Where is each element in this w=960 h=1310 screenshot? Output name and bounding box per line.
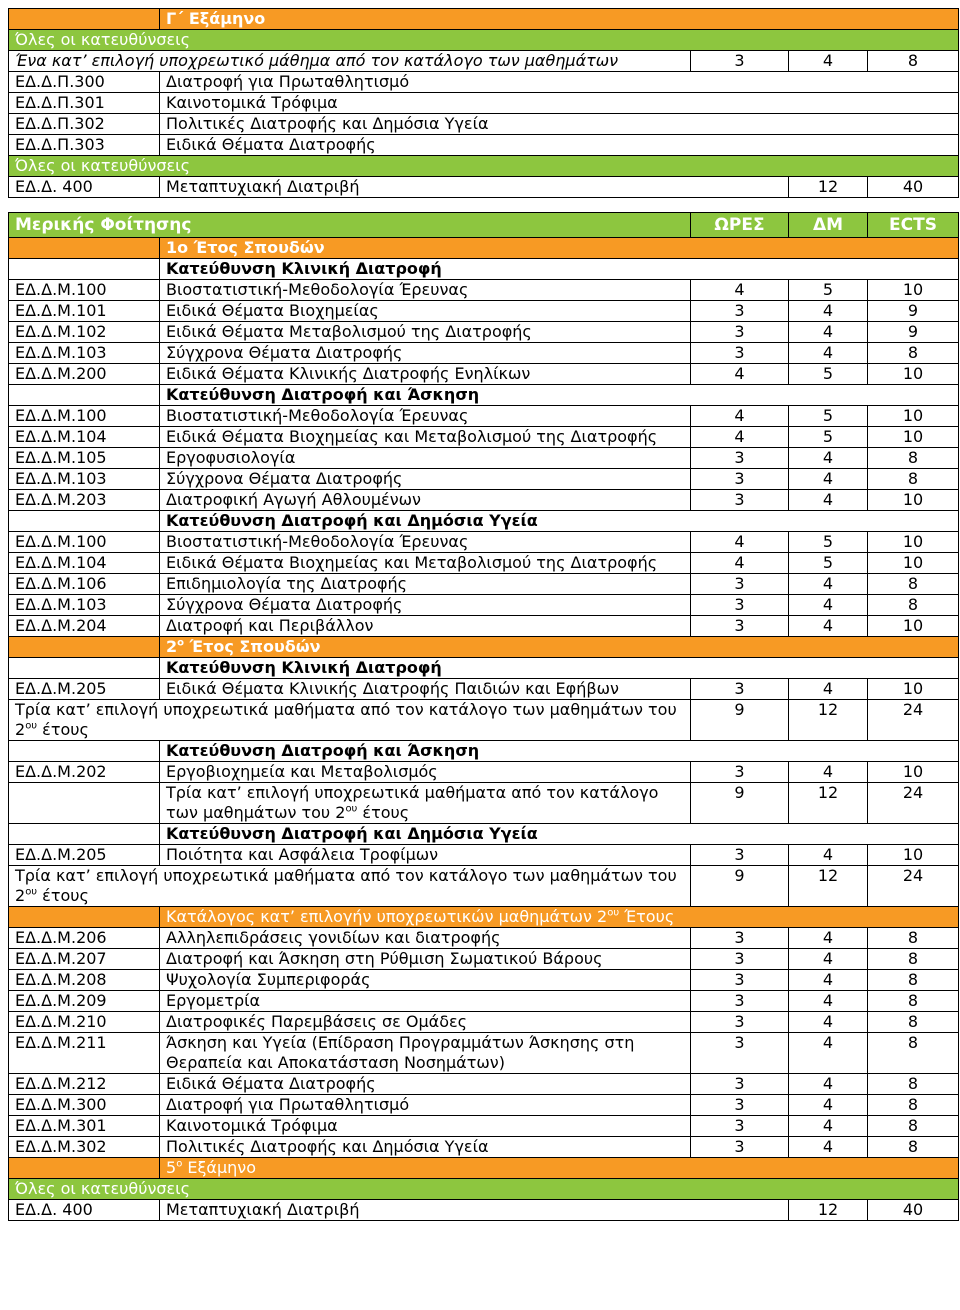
text-fragment: έτους — [37, 720, 89, 739]
elective-note-row — [9, 51, 959, 72]
course-title: Σύγχρονα Θέματα Διατροφής — [160, 595, 691, 616]
course-code: ΕΔ.Δ.Μ.212 — [9, 1074, 160, 1095]
course-dm: 5 — [789, 280, 868, 301]
course-row — [9, 1012, 959, 1033]
elective-dm: 12 — [789, 700, 868, 741]
course-hours: 3 — [691, 949, 789, 970]
course-title: Ειδικά Θέματα Διατροφής — [160, 1074, 691, 1095]
superscript-text: ου — [25, 720, 38, 732]
course-dm: 4 — [789, 448, 868, 469]
course-ects: 10 — [868, 364, 959, 385]
course-code: ΕΔ.Δ.Μ.205 — [9, 845, 160, 866]
course-title: Ειδικά Θέματα Διατροφής — [160, 135, 959, 156]
course-code: ΕΔ.Δ.Μ.302 — [9, 1137, 160, 1158]
course-code: ΕΔ.Δ.Μ.207 — [9, 949, 160, 970]
thesis-title: Μεταπτυχιακή Διατριβή — [160, 177, 789, 198]
thesis-dm: 12 — [789, 1200, 868, 1221]
course-code: ΕΔ.Δ.Μ.301 — [9, 1116, 160, 1137]
text-fragment: Κατάλογος κατ’ επιλογήν υποχρεωτικών μαθημάτων 2 — [166, 907, 608, 926]
course-ects: 10 — [868, 616, 959, 637]
superscript-text: ου — [345, 803, 358, 815]
course-row — [9, 490, 959, 511]
spacer — [9, 198, 959, 213]
course-hours: 3 — [691, 970, 789, 991]
course-dm: 5 — [789, 364, 868, 385]
elective-ects: 24 — [868, 700, 959, 741]
course-title: Ειδικά Θέματα Κλινικής Διατροφής Παιδιών και Εφήβων — [160, 679, 691, 700]
course-ects: 10 — [868, 762, 959, 783]
course-ects: 8 — [868, 1116, 959, 1137]
course-hours: 3 — [691, 1137, 789, 1158]
course-ects: 9 — [868, 301, 959, 322]
course-title: Ειδικά Θέματα Μεταβολισμού της Διατροφής — [160, 322, 691, 343]
thesis-dm: 12 — [789, 177, 868, 198]
semester-label — [160, 1158, 959, 1179]
course-hours: 3 — [691, 343, 789, 364]
course-title: Σύγχρονα Θέματα Διατροφής — [160, 343, 691, 364]
course-ects: 8 — [868, 928, 959, 949]
elective-dm: 12 — [789, 866, 868, 907]
elective-row — [9, 700, 959, 741]
elective-ects: 24 — [868, 866, 959, 907]
course-code: ΕΔ.Δ.Π.300 — [9, 72, 160, 93]
catalog-label — [160, 907, 959, 928]
course-code: ΕΔ.Δ.Μ.103 — [9, 595, 160, 616]
thesis-ects: 40 — [868, 1200, 959, 1221]
course-title: Ψυχολογία Συμπεριφοράς — [160, 970, 691, 991]
course-title: Πολιτικές Διατροφής και Δημόσια Υγεία — [160, 114, 959, 135]
table-header-row — [9, 213, 959, 238]
superscript-text: ο — [176, 1158, 183, 1170]
course-hours: 3 — [691, 616, 789, 637]
course-dm: 5 — [789, 532, 868, 553]
course-row — [9, 679, 959, 700]
track-label-label: Κατεύθυνση Κλινική Διατροφή — [160, 259, 959, 280]
course-row — [9, 762, 959, 783]
course-row — [9, 1095, 959, 1116]
course-hours: 3 — [691, 762, 789, 783]
course-ects: 8 — [868, 574, 959, 595]
elective-note: Ένα κατ’ επιλογή υποχρεωτικό μάθημα από τον κατάλογο των μαθημάτων — [9, 51, 691, 72]
track-label-label: Κατεύθυνση Διατροφή και Άσκηση — [160, 385, 959, 406]
course-hours: 3 — [691, 1012, 789, 1033]
course-code: ΕΔ.Δ.Μ.102 — [9, 322, 160, 343]
course-code: ΕΔ.Δ.Μ.206 — [9, 928, 160, 949]
track-label — [9, 511, 959, 532]
course-title: Επιδημιολογία της Διατροφής — [160, 574, 691, 595]
course-ects: 10 — [868, 845, 959, 866]
course-code: ΕΔ.Δ.Μ.103 — [9, 469, 160, 490]
course-title: Ειδικά Θέματα Βιοχημείας — [160, 301, 691, 322]
course-row — [9, 427, 959, 448]
header-title: Μερικής Φοίτησης — [9, 213, 691, 238]
course-title: Εργοφυσιολογία — [160, 448, 691, 469]
course-row — [9, 845, 959, 866]
course-hours: 3 — [691, 1095, 789, 1116]
superscript-text: ου — [25, 886, 38, 898]
course-dm: 4 — [789, 970, 868, 991]
header-dm: ΔΜ — [789, 213, 868, 238]
course-title: Βιοστατιστική-Μεθοδολογία Έρευνας — [160, 406, 691, 427]
course-code: ΕΔ.Δ.Μ.211 — [9, 1033, 160, 1074]
text-fragment: Τρία κατ’ επιλογή υποχρεωτικά μαθήματα από τον κατάλογο των μαθημάτων του 2 — [15, 700, 677, 739]
text-fragment: Έτους — [619, 907, 675, 926]
course-code: ΕΔ.Δ.Μ.100 — [9, 406, 160, 427]
elective-hours: 9 — [691, 783, 789, 824]
course-dm: 4 — [789, 1137, 868, 1158]
course-dm: 4 — [789, 1074, 868, 1095]
course-dm: 5 — [789, 553, 868, 574]
course-hours: 4 — [691, 427, 789, 448]
course-hours: 3 — [691, 301, 789, 322]
course-dm: 4 — [789, 1095, 868, 1116]
empty-cell — [9, 1158, 160, 1179]
course-hours: 4 — [691, 406, 789, 427]
course-ects: 8 — [868, 949, 959, 970]
course-hours: 3 — [691, 322, 789, 343]
course-ects: 10 — [868, 280, 959, 301]
header-hours: ΩΡΕΣ — [691, 213, 789, 238]
course-title: Διατροφή και Άσκηση στη Ρύθμιση Σωματικού Βάρους — [160, 949, 691, 970]
course-row — [9, 406, 959, 427]
course-dm: 4 — [789, 762, 868, 783]
elective-note — [9, 700, 691, 741]
course-ects: 8 — [868, 991, 959, 1012]
all-tracks-label: Όλες οι κατευθύνσεις — [9, 30, 959, 51]
course-dm: 4 — [789, 928, 868, 949]
year-label — [9, 238, 959, 259]
year-label — [9, 637, 959, 658]
thesis-title: Μεταπτυχιακή Διατριβή — [160, 1200, 789, 1221]
course-ects: 8 — [868, 343, 959, 364]
course-code: ΕΔ.Δ.Π.302 — [9, 114, 160, 135]
course-title: Διατροφή και Περιβάλλον — [160, 616, 691, 637]
course-row — [9, 532, 959, 553]
course-dm: 4 — [789, 1116, 868, 1137]
catalog-row — [9, 907, 959, 928]
course-dm: 4 — [789, 322, 868, 343]
course-code: ΕΔ.Δ.Μ.208 — [9, 970, 160, 991]
empty-cell — [9, 907, 160, 928]
course-dm: 4 — [789, 991, 868, 1012]
course-ects: 10 — [868, 406, 959, 427]
course-code: ΕΔ.Δ.Μ.210 — [9, 1012, 160, 1033]
course-code: ΕΔ.Δ.Μ.101 — [9, 301, 160, 322]
thesis-code: ΕΔ.Δ. 400 — [9, 1200, 160, 1221]
course-ects: 8 — [868, 1033, 959, 1074]
elective-dm: 12 — [789, 783, 868, 824]
course-title: Διατροφική Αγωγή Αθλουμένων — [160, 490, 691, 511]
course-dm: 5 — [789, 427, 868, 448]
course-code: ΕΔ.Δ.Μ.204 — [9, 616, 160, 637]
course-code: ΕΔ.Δ.Μ.100 — [9, 532, 160, 553]
course-code: ΕΔ.Δ.Μ.103 — [9, 343, 160, 364]
course-code: ΕΔ.Δ.Μ.200 — [9, 364, 160, 385]
curriculum-sheet — [8, 8, 958, 1221]
course-code: ΕΔ.Δ.Μ.106 — [9, 574, 160, 595]
all-tracks-row — [9, 30, 959, 51]
course-title: Καινοτομικά Τρόφιμα — [160, 93, 959, 114]
course-title: Διατροφή για Πρωταθλητισμό — [160, 1095, 691, 1116]
track-label — [9, 824, 959, 845]
course-hours: 3 — [691, 448, 789, 469]
course-title: Εργοβιοχημεία και Μεταβολισμός — [160, 762, 691, 783]
course-row — [9, 343, 959, 364]
course-code: ΕΔ.Δ.Μ.209 — [9, 991, 160, 1012]
course-row — [9, 928, 959, 949]
course-hours: 3 — [691, 679, 789, 700]
empty-cell — [9, 658, 160, 679]
course-row — [9, 1137, 959, 1158]
thesis-row — [9, 177, 959, 198]
empty-cell — [9, 741, 160, 762]
course-title: Ειδικά Θέματα Βιοχημείας και Μεταβολισμού της Διατροφής — [160, 553, 691, 574]
course-dm: 4 — [789, 490, 868, 511]
elective-note — [9, 866, 691, 907]
track-label — [9, 658, 959, 679]
course-row — [9, 1116, 959, 1137]
elective-hours: 3 — [691, 51, 789, 72]
course-code: ΕΔ.Δ.Μ.105 — [9, 448, 160, 469]
thesis-row — [9, 1200, 959, 1221]
empty-cell — [9, 824, 160, 845]
course-title: Βιοστατιστική-Μεθοδολογία Έρευνας — [160, 280, 691, 301]
year-label-label — [160, 637, 959, 658]
course-hours: 3 — [691, 1074, 789, 1095]
course-hours: 4 — [691, 553, 789, 574]
course-row — [9, 991, 959, 1012]
all-tracks-label: Όλες οι κατευθύνσεις — [9, 1179, 959, 1200]
track-label — [9, 385, 959, 406]
text-fragment: έτους — [357, 803, 410, 822]
course-hours: 3 — [691, 991, 789, 1012]
course-row — [9, 469, 959, 490]
all-tracks-label: Όλες οι κατευθύνσεις — [9, 156, 959, 177]
course-title: Ειδικά Θέματα Βιοχημείας και Μεταβολισμού της Διατροφής — [160, 427, 691, 448]
course-ects: 10 — [868, 490, 959, 511]
track-label-label: Κατεύθυνση Διατροφή και Δημόσια Υγεία — [160, 824, 959, 845]
course-row — [9, 553, 959, 574]
empty-cell — [9, 637, 160, 658]
semester-label: Γ΄ Εξάμηνο — [160, 9, 959, 30]
course-row — [9, 135, 959, 156]
course-row — [9, 114, 959, 135]
course-ects: 9 — [868, 322, 959, 343]
all-tracks-row — [9, 1179, 959, 1200]
empty-cell — [9, 385, 160, 406]
course-hours: 3 — [691, 469, 789, 490]
elective-hours: 9 — [691, 866, 789, 907]
course-hours: 3 — [691, 1116, 789, 1137]
course-ects: 8 — [868, 469, 959, 490]
text-fragment: Τρία κατ’ επιλογή υποχρεωτικά μαθήματα από τον κατάλογο των μαθημάτων του 2 — [166, 783, 659, 822]
course-row — [9, 574, 959, 595]
text-fragment: Τρία κατ’ επιλογή υποχρεωτικά μαθήματα από τον κατάλογο των μαθημάτων του 2 — [15, 866, 677, 905]
course-dm: 4 — [789, 343, 868, 364]
elective-dm: 4 — [789, 51, 868, 72]
course-title: Βιοστατιστική-Μεθοδολογία Έρευνας — [160, 532, 691, 553]
course-hours: 3 — [691, 490, 789, 511]
text-fragment: 5 — [166, 1158, 177, 1177]
course-hours: 3 — [691, 574, 789, 595]
course-title: Αλληλεπιδράσεις γονιδίων και διατροφής — [160, 928, 691, 949]
course-hours: 3 — [691, 1033, 789, 1074]
course-row — [9, 301, 959, 322]
spacer-row — [9, 198, 959, 213]
elective-note — [160, 783, 691, 824]
course-row — [9, 364, 959, 385]
course-dm: 4 — [789, 595, 868, 616]
course-code: ΕΔ.Δ.Μ.300 — [9, 1095, 160, 1116]
course-hours: 3 — [691, 595, 789, 616]
course-ects: 8 — [868, 448, 959, 469]
curriculum-table — [8, 8, 959, 1221]
elective-ects: 8 — [868, 51, 959, 72]
elective-ects: 24 — [868, 783, 959, 824]
course-code: ΕΔ.Δ.Π.301 — [9, 93, 160, 114]
course-code: ΕΔ.Δ.Μ.203 — [9, 490, 160, 511]
course-ects: 8 — [868, 1095, 959, 1116]
course-title: Ποιότητα και Ασφάλεια Τροφίμων — [160, 845, 691, 866]
course-ects: 8 — [868, 970, 959, 991]
course-row — [9, 616, 959, 637]
text-fragment: έτους — [37, 886, 89, 905]
course-dm: 4 — [789, 469, 868, 490]
superscript-text: ο — [177, 637, 185, 649]
track-label-label: Κατεύθυνση Διατροφή και Δημόσια Υγεία — [160, 511, 959, 532]
empty-cell — [9, 9, 160, 30]
elective-row — [9, 866, 959, 907]
course-row — [9, 949, 959, 970]
course-code: ΕΔ.Δ.Μ.202 — [9, 762, 160, 783]
superscript-text: ου — [607, 907, 620, 919]
empty-cell — [9, 259, 160, 280]
course-row — [9, 280, 959, 301]
elective-row — [9, 783, 959, 824]
course-hours: 4 — [691, 364, 789, 385]
course-row — [9, 72, 959, 93]
course-title: Διατροφικές Παρεμβάσεις σε Ομάδες — [160, 1012, 691, 1033]
semester-row — [9, 9, 959, 30]
course-row — [9, 448, 959, 469]
course-dm: 4 — [789, 949, 868, 970]
text-fragment: Έτος Σπουδών — [184, 637, 321, 656]
course-ects: 10 — [868, 679, 959, 700]
track-label — [9, 741, 959, 762]
thesis-code: ΕΔ.Δ. 400 — [9, 177, 160, 198]
course-code: ΕΔ.Δ.Μ.104 — [9, 553, 160, 574]
header-ects: ECTS — [868, 213, 959, 238]
course-dm: 4 — [789, 845, 868, 866]
course-ects: 8 — [868, 1012, 959, 1033]
course-dm: 4 — [789, 1033, 868, 1074]
course-title: Ειδικά Θέματα Κλινικής Διατροφής Ενηλίκων — [160, 364, 691, 385]
course-ects: 8 — [868, 595, 959, 616]
course-title: Πολιτικές Διατροφής και Δημόσια Υγεία — [160, 1137, 691, 1158]
course-title: Σύγχρονα Θέματα Διατροφής — [160, 469, 691, 490]
course-code: ΕΔ.Δ.Μ.104 — [9, 427, 160, 448]
course-ects: 10 — [868, 553, 959, 574]
course-row — [9, 1074, 959, 1095]
course-title: Διατροφή για Πρωταθλητισμό — [160, 72, 959, 93]
course-row — [9, 595, 959, 616]
year-label-label: 1ο Έτος Σπουδών — [160, 238, 959, 259]
course-dm: 4 — [789, 679, 868, 700]
course-ects: 10 — [868, 427, 959, 448]
course-row — [9, 1033, 959, 1074]
course-ects: 8 — [868, 1137, 959, 1158]
course-code: ΕΔ.Δ.Μ.100 — [9, 280, 160, 301]
course-hours: 4 — [691, 532, 789, 553]
thesis-ects: 40 — [868, 177, 959, 198]
course-hours: 3 — [691, 845, 789, 866]
course-title: Καινοτομικά Τρόφιμα — [160, 1116, 691, 1137]
course-dm: 4 — [789, 301, 868, 322]
course-dm: 5 — [789, 406, 868, 427]
course-dm: 4 — [789, 1012, 868, 1033]
course-row — [9, 93, 959, 114]
course-dm: 4 — [789, 574, 868, 595]
text-fragment: Εξάμηνο — [182, 1158, 257, 1177]
empty-cell — [9, 238, 160, 259]
course-hours: 3 — [691, 928, 789, 949]
semester-row — [9, 1158, 959, 1179]
track-label-label: Κατεύθυνση Διατροφή και Άσκηση — [160, 741, 959, 762]
course-row — [9, 322, 959, 343]
track-label — [9, 259, 959, 280]
course-dm: 4 — [789, 616, 868, 637]
course-title: Άσκηση και Υγεία (Επίδραση Προγραμμάτων Άσκησης στη Θεραπεία και Αποκατάσταση Νοσημάτων) — [160, 1033, 691, 1074]
course-hours: 4 — [691, 280, 789, 301]
course-title: Εργομετρία — [160, 991, 691, 1012]
text-fragment: 2 — [166, 637, 178, 656]
course-ects: 8 — [868, 1074, 959, 1095]
course-row — [9, 970, 959, 991]
empty-cell — [9, 783, 160, 824]
course-code: ΕΔ.Δ.Π.303 — [9, 135, 160, 156]
course-ects: 10 — [868, 532, 959, 553]
all-tracks-row — [9, 156, 959, 177]
track-label-label: Κατεύθυνση Κλινική Διατροφή — [160, 658, 959, 679]
course-code: ΕΔ.Δ.Μ.205 — [9, 679, 160, 700]
elective-hours: 9 — [691, 700, 789, 741]
empty-cell — [9, 511, 160, 532]
